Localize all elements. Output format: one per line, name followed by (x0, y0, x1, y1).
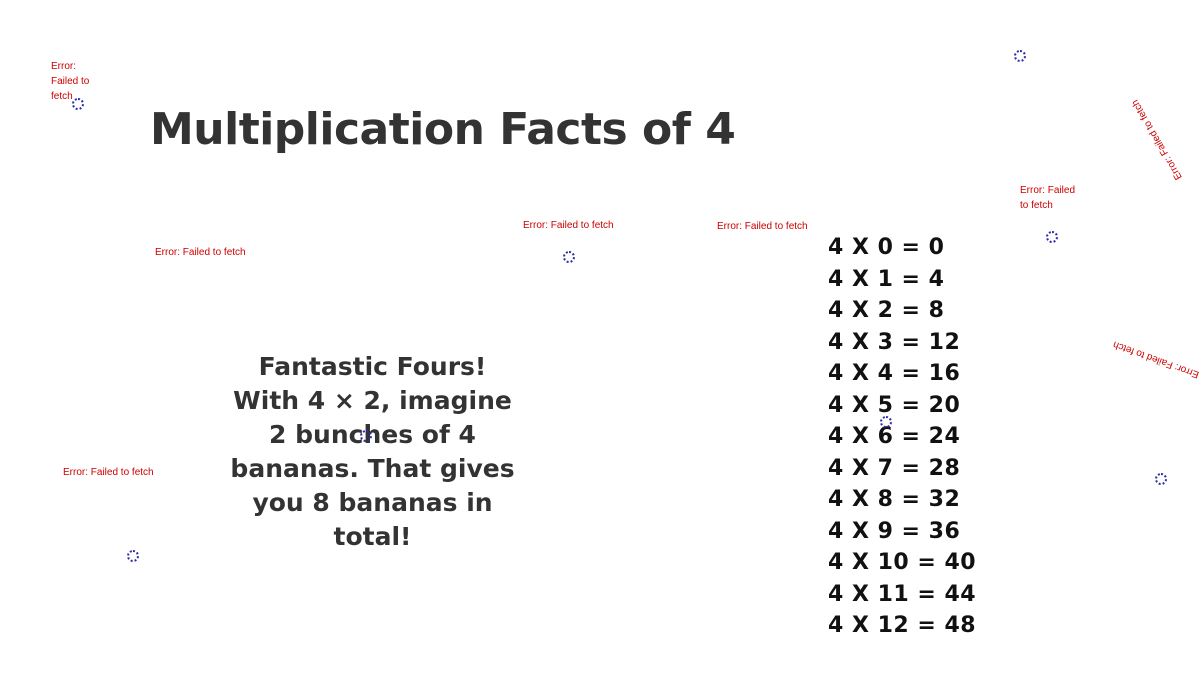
multiplication-facts-list (828, 232, 976, 642)
fact-item: 4 X 11 = 44 (828, 581, 977, 607)
page-title: Multiplication Facts of 4 (150, 104, 736, 155)
fact-item: 4 X 5 = 20 (828, 392, 961, 418)
fact-item: 4 X 6 = 24 (828, 424, 961, 449)
loading-spinner-icon (72, 98, 84, 110)
loading-spinner-icon (127, 550, 139, 562)
loading-spinner-icon (880, 416, 892, 428)
error-message: Error: Failed to fetch (523, 220, 614, 231)
fact-item: 4 X 0 = 0 (828, 235, 945, 260)
loading-spinner-icon (360, 430, 372, 442)
fact-item: 4 X 8 = 32 (828, 487, 961, 512)
loading-spinner-icon (1046, 231, 1058, 243)
fact-item: 4 X 1 = 4 (828, 266, 945, 292)
error-message: Error: Failed to fetch (717, 221, 808, 232)
loading-spinner-icon (563, 251, 575, 263)
error-message: Error: Failed to fetch (155, 247, 246, 258)
fact-item: 4 X 2 = 8 (828, 298, 945, 323)
fact-item: 4 X 9 = 36 (828, 518, 961, 544)
fact-item: 4 X 12 = 48 (828, 613, 977, 638)
error-message: Error: Failed to fetch (63, 467, 154, 478)
error-message: Error: Failed to fetch (51, 61, 90, 102)
fact-item: 4 X 3 = 12 (828, 329, 961, 355)
loading-spinner-icon (1155, 473, 1167, 485)
fact-description: Fantastic Fours! With 4 × 2, imagine 2 bunches of 4 bananas. That gives you 8 bananas in total! (230, 352, 515, 551)
error-message: Error: Failed to fetch (1020, 185, 1076, 211)
loading-spinner-icon (1014, 50, 1026, 62)
fact-item: 4 X 10 = 40 (828, 550, 977, 575)
fact-item: 4 X 7 = 28 (828, 455, 961, 481)
error-message: Error: Failed to fetch (1129, 97, 1185, 182)
error-message: Error: Failed to fetch (1111, 338, 1201, 380)
fact-item: 4 X 4 = 16 (828, 361, 961, 386)
